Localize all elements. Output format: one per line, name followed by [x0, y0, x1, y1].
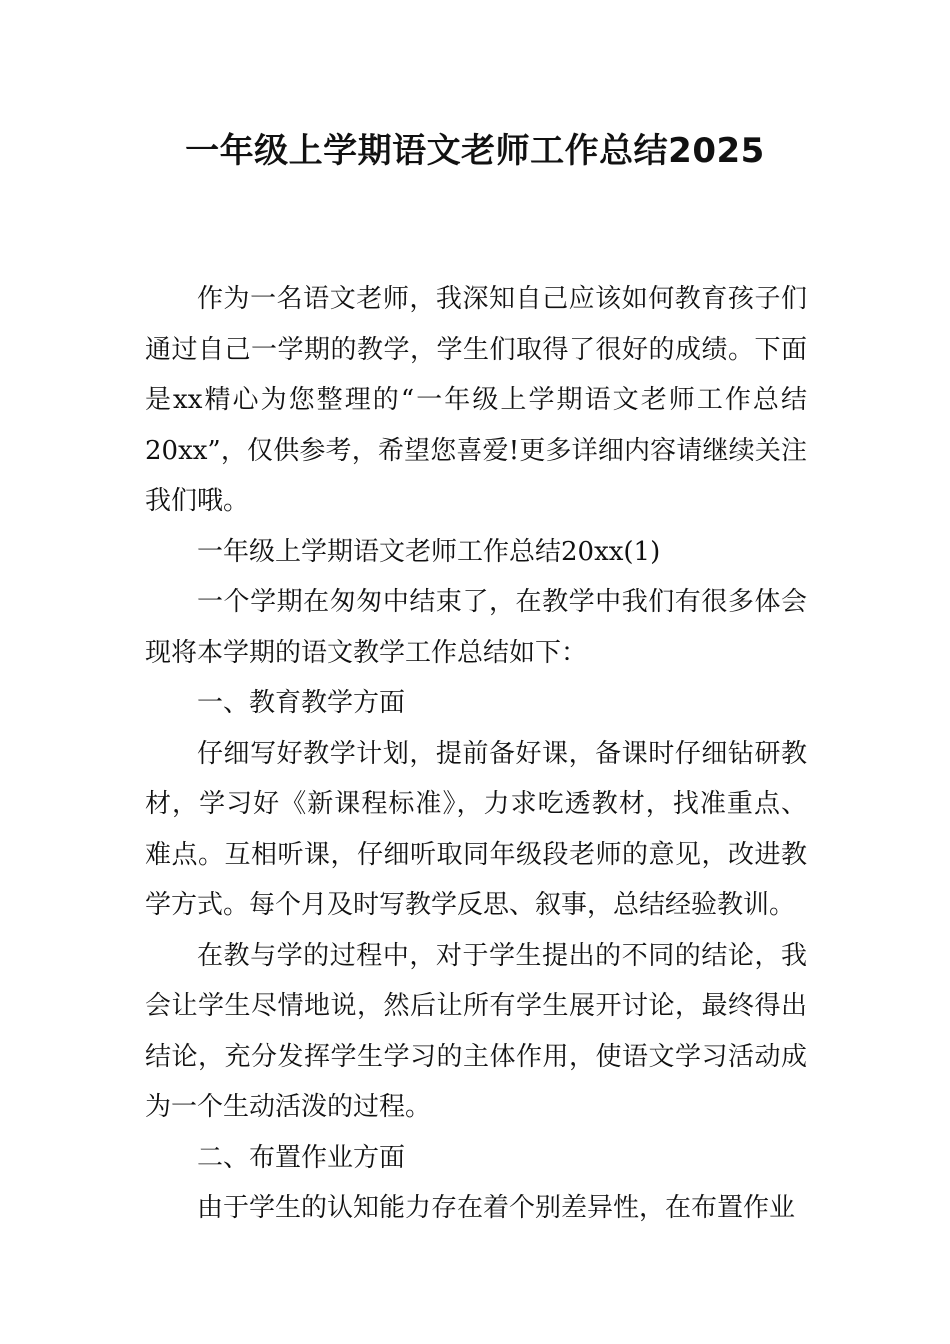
section-heading-summary: 一年级上学期语文老师工作总结20xx(1) [197, 536, 661, 567]
body-paragraph: 在教与学的过程中，对于学生提出的不同的结论，我会让学生尽情地说，然后让所有学生展开讨论，最终得出结论，充分发挥学生学习的主体作用，使语文学习活动成为一个生动活泼的过程。 [145, 940, 807, 1122]
body-paragraph: 一个学期在匆匆中结束了，在教学中我们有很多体会现将本学期的语文教学工作总结如下： [145, 587, 807, 668]
section-heading-homework: 二、布置作业方面 [197, 1142, 406, 1173]
section-heading-teaching: 一、教育教学方面 [197, 688, 406, 718]
document-title: 一年级上学期语文老师工作总结2025 [185, 131, 765, 171]
body-paragraph: 由于学生的认知能力存在着个别差异性，在布置作业 [197, 1193, 796, 1223]
intro-paragraph: 作为一名语文老师，我深知自己应该如何教育孩子们通过自己一学期的教学，学生们取得了很好的成绩。下面是xx精心为您整理的“一年级上学期语文老师工作总结20xx”，仅供参考，希望您喜爱!更多详细内容请继续关注我们哦。 [145, 284, 807, 516]
body-paragraph: 仔细写好教学计划，提前备好课，备课时仔细钻研教材，学习好《新课程标准》，力求吃透教材，找准重点、难点。互相听课，仔细听取同年级段老师的意见，改进教学方式。每个月及时写教学反思、叙事，总结经验教训。 [145, 738, 807, 920]
document-body [145, 274, 807, 1234]
